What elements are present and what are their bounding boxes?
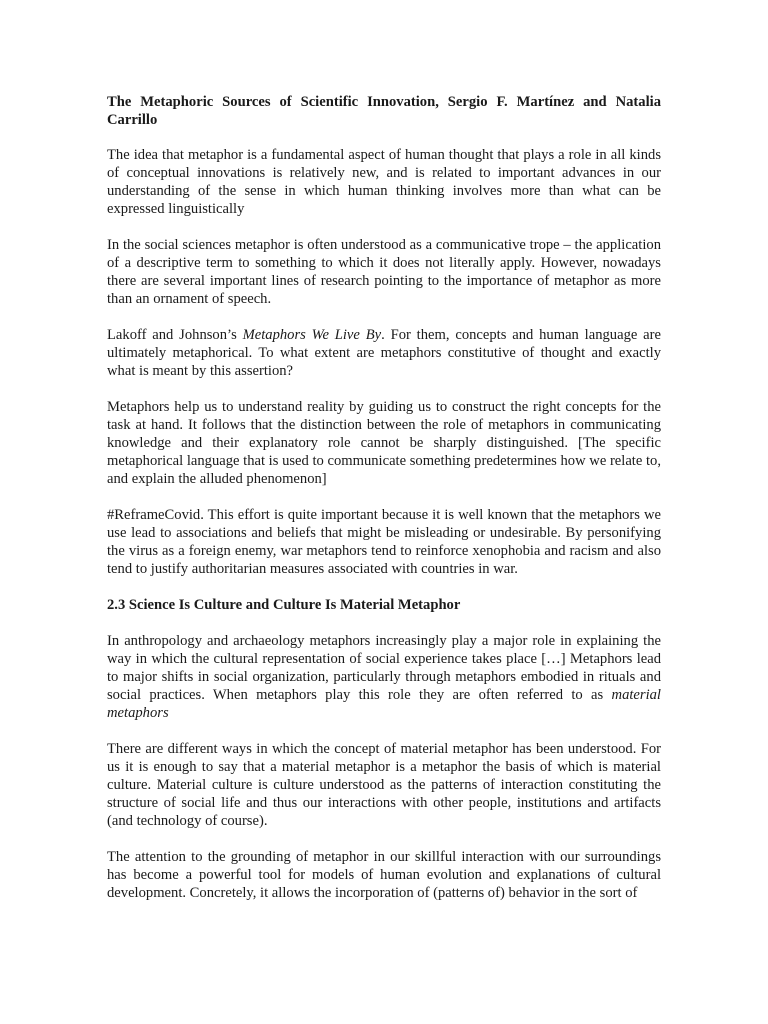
paragraph-2: In the social sciences metaphor is often understood as a communicative trope – the application of a descriptive term to something to which it does not literally apply. However, nowadays there are several important lines of research pointing to the importance of metaphor as more than an ornament of speech. [107, 237, 661, 307]
paragraph-7: There are different ways in which the concept of material metaphor has been understood. For us it is enough to say that a material metaphor is a metaphor the basis of which is material culture. Material culture is culture understood as the patterns of interaction constituting the structure of social life and thus our interactions with other people, institutions and artifacts (and technology of course). [107, 741, 661, 829]
document-page [107, 93, 661, 920]
paragraph-3-rest: . For them, concepts and human language are ultimately metaphorical. To what extent are metaphors constitutive of thought and exactly what is meant by this assertion? [107, 327, 661, 379]
paragraph-6-text: In anthropology and archaeology metaphors increasingly play a major role in explaining the way in which the cultural representation of social experience takes place […] Metaphors lead to major shifts in social organization, particularly through metaphors embodied in rituals and social practices. When metaphors play this role they are often referred to as [107, 633, 661, 703]
paragraph-6 [107, 632, 661, 722]
material-metaphors-term: material metaphors [107, 687, 661, 721]
paragraph-8: The attention to the grounding of metaphor in our skillful interaction with our surroundings has become a powerful tool for models of human evolution and explanations of cultural development. Concretely, it allows the incorporation of (patterns of) behavior in the sort of [107, 849, 661, 901]
section-heading: 2.3 Science Is Culture and Culture Is Material Metaphor [107, 597, 461, 613]
paragraph-3-lead: Lakoff and Johnson’s [107, 327, 243, 343]
paragraph-4: Metaphors help us to understand reality by guiding us to construct the right concepts for the task at hand. It follows that the distinction between the role of metaphors in communicating knowledge and their explanatory role cannot be sharply distinguished. [The specific metaphorical language that is used to communicate something predetermines how we relate to, and explain the alluded phenomenon] [107, 399, 661, 487]
book-title: Metaphors We Live By [242, 327, 382, 343]
paragraph-1: The idea that metaphor is a fundamental aspect of human thought that plays a role in all kinds of conceptual innovations is relatively new, and is related to important advances in our understanding of the sense in which human thinking involves more than what can be expressed linguistically [107, 147, 661, 217]
paragraph-3 [107, 326, 661, 380]
document-title: The Metaphoric Sources of Scientific Innovation, Sergio F. Martínez and Natalia Carrillo [107, 94, 661, 128]
paragraph-5: #ReframeCovid. This effort is quite important because it is well known that the metaphors we use lead to associations and beliefs that might be misleading or undesirable. By personifying the virus as a foreign enemy, war metaphors tend to reinforce xenophobia and racism and also tend to justify authoritarian measures associated with countries in war. [107, 507, 661, 577]
